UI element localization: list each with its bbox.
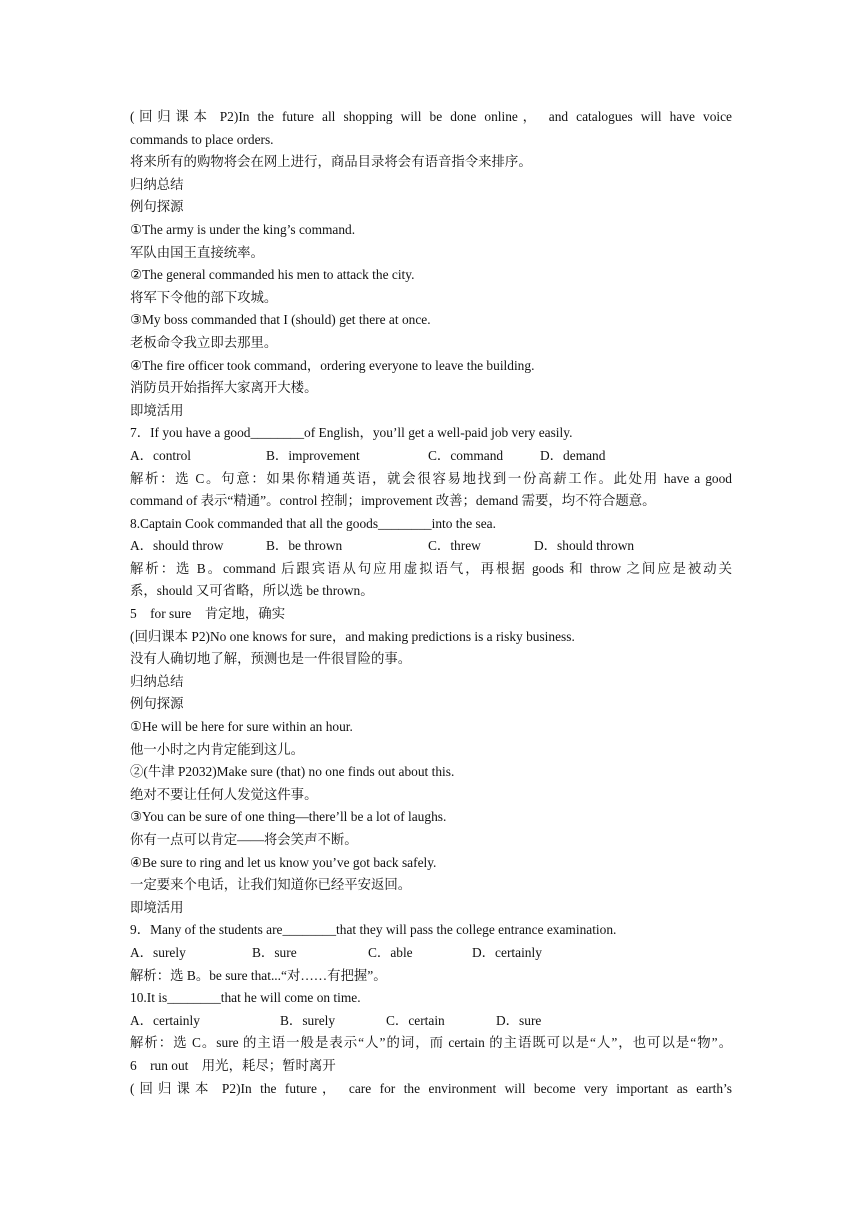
question-7-options <box>130 445 732 468</box>
question-9: 9．Many of the students are________that they will pass the college entrance examination. <box>130 922 617 938</box>
question-7: 7．If you have a good________of English，you’ll get a well-paid job very easily. <box>130 425 573 441</box>
option-b: B．be thrown <box>266 538 343 554</box>
option-d: D．demand <box>540 447 606 463</box>
text-line: (回归课本 P2)In the future， care for the environment will become very important as earth’s <box>130 1080 732 1096</box>
option-d: D．should thrown <box>534 538 635 554</box>
option-b: B．sure <box>252 944 297 960</box>
section-heading: 即境活用 <box>130 402 184 418</box>
question-10: 10.It is________that he will come on time. <box>130 990 361 1006</box>
option-b: B．improvement <box>266 447 360 463</box>
example-translation: 一定要来个电话，让我们知道你已经平安返回。 <box>130 877 412 893</box>
example-sentence: ②The general commanded his men to attack the city. <box>130 267 415 283</box>
question-10-options <box>130 1010 732 1033</box>
question-9-options <box>130 942 732 965</box>
text-line: 没有人确切地了解，预测也是一件很冒险的事。 <box>130 651 412 667</box>
text-line: commands to place orders. <box>130 131 274 147</box>
question-8-options <box>130 535 732 558</box>
example-sentence: ①He will be here for sure within an hour. <box>130 719 353 735</box>
option-d: D．sure <box>496 1012 542 1028</box>
option-a: A．control <box>130 447 191 463</box>
example-translation: 将军下令他的部下攻城。 <box>130 289 278 305</box>
example-sentence: ②(牛津 P2032)Make sure (that) no one finds out about this. <box>130 764 455 780</box>
example-translation: 老板命令我立即去那里。 <box>130 334 278 350</box>
section-heading: 即境活用 <box>130 899 184 915</box>
answer-explanation: command of 表示“精通”。control 控制；improvement 改善；demand 需要，均不符合题意。 <box>130 493 656 509</box>
example-sentence: ④The fire officer took command，ordering everyone to leave the building. <box>130 357 535 373</box>
example-translation: 他一小时之内肯定能到这儿。 <box>130 741 305 757</box>
vocab-heading: 5 for sure 肯定地，确实 <box>130 606 286 622</box>
section-heading: 归纳总结 <box>130 176 184 192</box>
section-heading: 归纳总结 <box>130 673 184 689</box>
document-page <box>130 106 732 1100</box>
option-a: A．certainly <box>130 1012 200 1028</box>
answer-explanation: 解析：选 B。command 后跟宾语从句应用虚拟语气，再根据 goods 和 throw 之间应是被动关 <box>130 560 732 576</box>
option-d: D．certainly <box>472 944 542 960</box>
option-c: C．threw <box>428 538 481 554</box>
text-line: (回归课本 P2)No one knows for sure，and making predictions is a risky business. <box>130 628 575 644</box>
answer-explanation: 解析：选 C。句意：如果你精通英语，就会很容易地找到一份高薪工作。此处用 have a good <box>130 470 732 486</box>
option-b: B．surely <box>280 1012 336 1028</box>
option-c: C．able <box>368 944 413 960</box>
section-heading: 例句探源 <box>130 696 184 712</box>
example-translation: 你有一点可以肯定——将会笑声不断。 <box>130 832 358 847</box>
option-a: A．surely <box>130 944 186 960</box>
answer-explanation: 解析：选 C。sure 的主语一般是表示“人”的词，而 certain 的主语既可以是“人”，也可以是“物”。 <box>130 1035 732 1051</box>
section-heading: 例句探源 <box>130 199 184 215</box>
option-c: C．command <box>428 447 504 463</box>
text-line: (回归课本 P2)In the future all shopping will be done online， and catalogues will have voice <box>130 109 732 124</box>
example-sentence: ③You can be sure of one thing—there’ll be a lot of laughs. <box>130 809 447 825</box>
text-line: 将来所有的购物将会在网上进行，商品目录将会有语音指令来排序。 <box>130 154 532 170</box>
example-translation: 绝对不要让任何人发觉这件事。 <box>130 786 318 802</box>
option-a: A．should throw <box>130 538 224 554</box>
example-translation: 军队由国王直接统率。 <box>130 244 264 260</box>
example-sentence: ①The army is under the king’s command. <box>130 221 356 237</box>
vocab-heading: 6 run out 用光，耗尽；暂时离开 <box>130 1057 336 1073</box>
option-c: C．certain <box>386 1012 445 1028</box>
answer-explanation: 系，should 又可省略，所以选 be thrown。 <box>130 583 374 599</box>
question-8: 8.Captain Cook commanded that all the goods________into the sea. <box>130 515 496 531</box>
example-sentence: ③My boss commanded that I (should) get there at once. <box>130 312 431 328</box>
example-sentence: ④Be sure to ring and let us know you’ve got back safely. <box>130 854 437 870</box>
answer-explanation: 解析：选 B。be sure that...“对……有把握”。 <box>130 967 387 983</box>
example-translation: 消防员开始指挥大家离开大楼。 <box>130 380 318 396</box>
